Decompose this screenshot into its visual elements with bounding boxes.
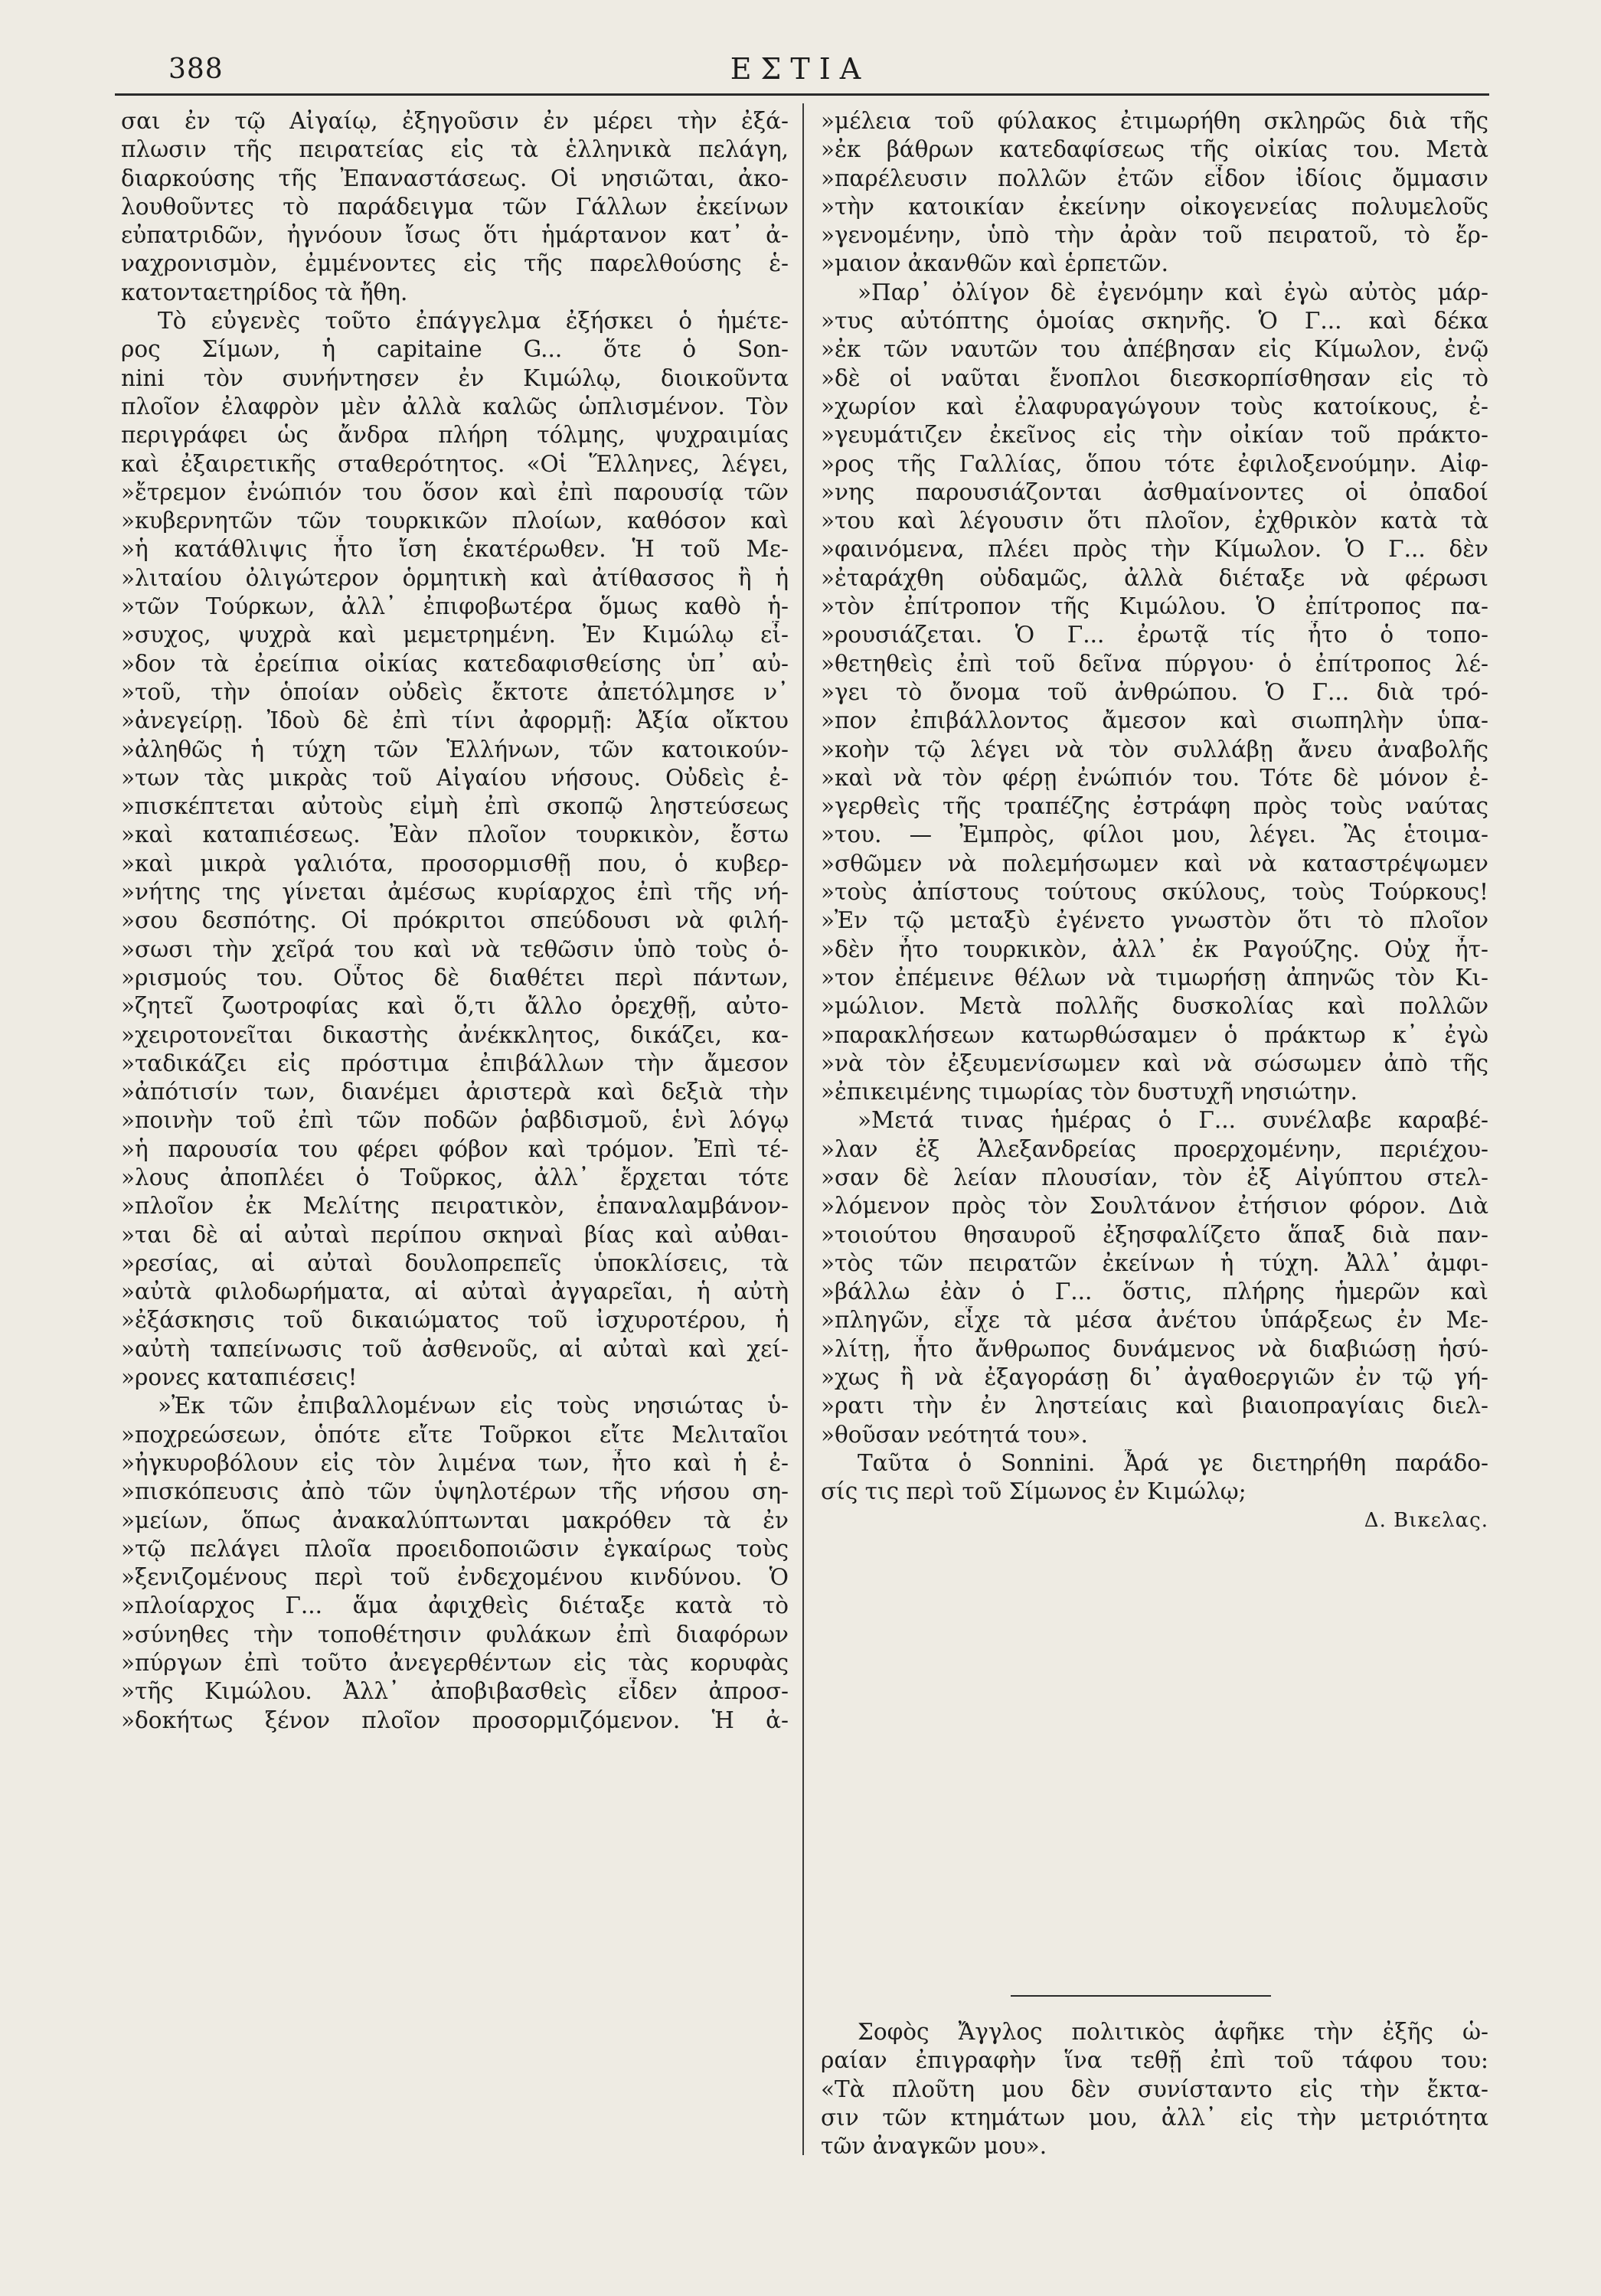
text-line: »τὸν ἐπίτροπον τῆς Κιμώλου. Ὁ ἐπίτροπος πα- (821, 593, 1488, 620)
text-line: »αὐτὰ φιλοδωρήματα, αἱ αὐταὶ ἀγγαρεῖαι, ἡ αὐτὴ (121, 1279, 789, 1305)
text-line: »βάλλω ἐὰν ὁ Γ... ὅστις, πλήρης ἡμερῶν καὶ (821, 1279, 1488, 1305)
text-line: »ποινὴν τοῦ ἐπὶ τῶν ποδῶν ῥαβδισμοῦ, ἑνὶ λόγῳ (121, 1107, 789, 1134)
text-line: »ἐταράχθη οὐδαμῶς, ἀλλὰ διέταξε νὰ φέρωσι (821, 564, 1488, 591)
text-line: »ζητεῖ ζωοτροφίας καὶ ὅ,τι ἄλλο ὀρεχθῇ, αὐτο- (121, 993, 789, 1020)
text-line: »ἡ παρουσία του φέρει φόβον καὶ τρόμον. Ἐπὶ τέ- (121, 1135, 789, 1162)
section-separator-rule (1011, 1995, 1271, 1997)
text-line: εὐπατριδῶν, ἠγνόουν ἴσως ὅτι ἡμάρτανον κατ᾽ ἀ- (121, 222, 789, 249)
text-line: σαι ἐν τῷ Αἰγαίῳ, ἐξηγοῦσιν ἐν μέρει τὴν ἐξά- (121, 108, 789, 134)
text-line: »τῶν Τούρκων, ἀλλ᾽ ἐπιφοβωτέρα ὅμως καθὸ ἡ- (121, 593, 789, 620)
text-line: ναχρονισμὸν, ἐμμένοντες εἰς τῆς παρελθούσης ἑ- (121, 250, 789, 277)
text-line: »τυς αὐτόπτης ὁμοίας σκηνῆς. Ὁ Γ... καὶ δέκα (821, 308, 1488, 335)
text-line: »σου δεσπότης. Οἱ πρόκριτοι σπεύδουσι νὰ φιλή- (121, 907, 789, 934)
text-line: »γευμάτιζεν ἐκεῖνος εἰς τὴν οἰκίαν τοῦ πράκτο- (821, 422, 1488, 449)
text-line: »νήτης της γίνεται ἀμέσως κυρίαρχος ἐπὶ τῆς νή- (121, 879, 789, 906)
text-line: »ται δὲ αἱ αὐταὶ περίπου σκηναὶ βίας καὶ αὐθαι- (121, 1221, 789, 1248)
text-line: »ρεσίας, αἱ αὐταὶ δουλοπρεπεῖς ὑποκλίσεις, τὰ (121, 1249, 789, 1276)
text-line: »τον ἐπέμεινε θέλων νὰ τιμωρήσῃ ἀπηνῶς τὸν Κι- (821, 964, 1488, 991)
text-line: »ρονες καταπιέσεις! (121, 1364, 358, 1391)
text-line: »θετηθεὶς ἐπὶ τοῦ δεῖνα πύργου· ὁ ἐπίτροπος λέ- (821, 650, 1488, 677)
text-line: »Μετά τινας ἡμέρας ὁ Γ... συνέλαβε καραβέ- (858, 1107, 1488, 1134)
text-line: »χως ἢ νὰ ἐξαγοράσῃ δι᾽ ἀγαθοεργιῶν ἐν τῷ γή- (821, 1364, 1488, 1391)
author-signature: Δ. Βικελας. (1364, 1508, 1488, 1532)
text-line: λουθοῦντες τὸ παράδειγμα τῶν Γάλλων ἐκείνων (121, 193, 789, 220)
text-line: »τὸς τῶν πειρατῶν ἐκείνων ἡ τύχη. Ἀλλ᾽ ἀμφι- (821, 1249, 1488, 1276)
text-line: »σαν δὲ λείαν πλουσίαν, τὸν ἐξ Αἰγύπτου στελ- (821, 1164, 1488, 1190)
text-line: »κυβερνητῶν τῶν τουρκικῶν πλοίων, καθόσον καὶ (121, 508, 789, 534)
text-line: »καὶ νὰ τὸν φέρῃ ἐνώπιόν του. Τότε δὲ μόνον ἐ- (821, 764, 1488, 791)
text-line: διαρκούσης τῆς Ἐπαναστάσεως. Οἱ νησιῶται, ἀκο- (121, 165, 789, 191)
running-title: ΕΣΤΙΑ (730, 52, 871, 86)
text-line: ρος Σίμων, ἡ capitaine G... ὅτε ὁ Son- (121, 336, 789, 363)
text-line: »των τὰς μικρὰς τοῦ Αἰγαίου νήσους. Οὐδεὶς ἐ- (121, 764, 789, 791)
text-line: »τοιούτου θησαυροῦ ἐξησφαλίζετο ἅπαξ διὰ παν- (821, 1221, 1488, 1248)
text-line: »λόμενον πρὸς τὸν Σουλτάνον ἐτήσιον φόρον. Διὰ (821, 1193, 1488, 1220)
text-line: »πλοίαρχος Γ... ἅμα ἀφιχθεὶς διέταξε κατὰ τὸ (121, 1592, 789, 1619)
text-line: τῶν ἀναγκῶν μου». (821, 2133, 1047, 2160)
text-line: »ρισμούς του. Οὗτος δὲ διαθέτει περὶ πάντων, (121, 964, 789, 991)
text-line: »χειροτονεῖται δικαστὴς ἀνέκκλητος, δικάζει, κα- (121, 1021, 789, 1048)
text-line: Τὸ εὐγενὲς τοῦτο ἐπάγγελμα ἐξήσκει ὁ ἡμέτε- (158, 308, 789, 335)
text-line: »τοὺς ἀπίστους τούτους σκύλους, τοὺς Τούρκους! (821, 879, 1488, 906)
text-line: »ἀνεγείρῃ. Ἰδοὺ δὲ ἐπὶ τίνι ἀφορμῇ: Ἀξία οἴκτου (121, 707, 789, 734)
text-line: »πισκέπτεται αὐτοὺς εἰμὴ ἐπὶ σκοπῷ ληστεύσεως (121, 793, 789, 820)
text-line: »ρος τῆς Γαλλίας, ὅπου τότε ἐφιλοξενούμην. Αἰφ- (821, 450, 1488, 477)
text-line: »ἐξάσκησις τοῦ δικαιώματος τοῦ ἰσχυροτέρου, ἡ (121, 1307, 789, 1334)
text-line: »καὶ καταπιέσεως. Ἐὰν πλοῖον τουρκικὸν, ἔστω (121, 821, 789, 848)
text-line: »ἠγκυροβόλουν εἰς τὸν λιμένα των, ἦτο καὶ ἡ ἐ- (121, 1449, 789, 1476)
text-line: Σοφὸς Ἄγγλος πολιτικὸς ἀφῆκε τὴν ἐξῆς ὡ- (858, 2019, 1488, 2045)
text-line: »ἀπότισίν των, διανέμει ἀριστερὰ καὶ δεξιὰ τὴν (121, 1079, 789, 1106)
text-line: »τῆς Κιμώλου. Ἀλλ᾽ ἀποβιβασθεὶς εἶδεν ἀπροσ- (121, 1678, 789, 1705)
text-line: »θοῦσαν νεότητά του». (821, 1421, 1088, 1448)
text-line: »Παρ᾽ ὀλίγον δὲ ἐγενόμην καὶ ἐγὼ αὐτὸς μάρ- (858, 279, 1488, 305)
left-column (121, 107, 789, 1735)
text-line: »τῷ πελάγει πλοῖα προειδοποιῶσιν ἐγκαίρως τοὺς (121, 1535, 789, 1562)
page-header (115, 44, 1485, 98)
text-line: »ἔτρεμον ἐνώπιόν του ὅσον καὶ ἐπὶ παρουσίᾳ τῶν (121, 478, 789, 505)
text-line: »ἡ κατάθλιψις ἦτο ἴση ἑκατέρωθεν. Ἡ τοῦ Με- (121, 536, 789, 563)
text-line: περιγράφει ὡς ἄνδρα πλήρη τόλμης, ψυχραιμίας (121, 422, 789, 449)
text-line: »λίτῃ, ἦτο ἄνθρωπος δυνάμενος νὰ διαβιώσῃ ἡσύ- (821, 1335, 1488, 1362)
text-line: »παρέλευσιν πολλῶν ἐτῶν εἶδον ἰδίοις ὄμμασιν (821, 165, 1488, 191)
text-line: καὶ ἐξαιρετικῆς σταθερότητος. «Οἱ Ἕλληνες, λέγει, (121, 450, 789, 477)
header-rule (115, 93, 1489, 96)
text-line: ραίαν ἐπιγραφὴν ἵνα τεθῇ ἐπὶ τοῦ τάφου του: (821, 2047, 1488, 2074)
text-line: »γερθεὶς τῆς τραπέζης ἐστράφη πρὸς τοὺς ναύτας (821, 793, 1488, 820)
text-line: »κοὴν τῷ λέγει νὰ τὸν συλλάβῃ ἄνευ ἀναβολῆς (821, 736, 1488, 763)
text-line: »σωσι τὴν χεῖρά του καὶ νὰ τεθῶσιν ὑπὸ τοὺς ὁ- (121, 936, 789, 962)
epigram-paragraph (821, 2018, 1488, 2160)
text-line: »δοκήτως ξένον πλοῖον προσορμιζόμενον. Ἡ ἀ- (121, 1706, 789, 1733)
text-line: »ποχρεώσεων, ὁπότε εἴτε Τοῦρκοι εἴτε Μελιταῖοι (121, 1421, 789, 1448)
text-line: »ρατι τὴν ἐν ληστείαις καὶ βιαιοπραγίαις διελ- (821, 1393, 1488, 1419)
text-line: σιν τῶν κτημάτων μου, ἀλλ᾽ εἰς τὴν μετριότητα (821, 2104, 1488, 2131)
text-line: κατονταετηρίδος τὰ ἤθη. (121, 279, 408, 305)
text-line: »αὐτὴ ταπείνωσις τοῦ ἀσθενοῦς, αἱ αὐταὶ καὶ χεί- (121, 1335, 789, 1362)
text-line: »πληγῶν, εἶχε τὰ μέσα ἀνέτου ὑπάρξεως ἐν Με- (821, 1307, 1488, 1334)
text-line: πλοῖον ἐλαφρὸν μὲν ἀλλὰ καλῶς ὡπλισμένον. Τὸν (121, 393, 789, 420)
text-line: »λαν ἐξ Ἀλεξανδρείας προερχομένην, περιέχου- (821, 1135, 1488, 1162)
text-line: »ρουσιάζεται. Ὁ Γ... ἐρωτᾷ τίς ἦτο ὁ τοπο- (821, 622, 1488, 648)
text-line: »πισκόπευσις ἀπὸ τῶν ὑψηλοτέρων τῆς νήσου ση- (121, 1478, 789, 1505)
column-divider (802, 103, 804, 2155)
page-number: 388 (168, 54, 224, 85)
text-line: »μαιον ἀκανθῶν καὶ ἑρπετῶν. (821, 250, 1168, 277)
text-line: »ταδικάζει εἰς πρόστιμα ἐπιβάλλων τὴν ἄμεσον (121, 1050, 789, 1076)
text-line: »του καὶ λέγουσιν ὅτι πλοῖον, ἐχθρικὸν κατὰ τὰ (821, 508, 1488, 534)
text-line: »τὴν κατοικίαν ἐκείνην οἰκογενείας πολυμελοῦς (821, 193, 1488, 220)
text-line: »γενομένην, ὑπὸ τὴν ἀρὰν τοῦ πειρατοῦ, τὸ ἔρ- (821, 222, 1488, 249)
text-line: πλωσιν τῆς πειρατείας εἰς τὰ ἑλληνικὰ πελάγη, (121, 136, 789, 163)
text-line: nini τὸν συνήντησεν ἐν Κιμώλῳ, διοικοῦντα (121, 364, 789, 391)
text-line: »λους ἀποπλέει ὁ Τοῦρκος, ἀλλ᾽ ἔρχεται τότε (121, 1164, 789, 1190)
text-line: »φαινόμενα, πλέει πρὸς τὴν Κίμωλον. Ὁ Γ... δὲν (821, 536, 1488, 563)
text-line: »μέλεια τοῦ φύλακος ἐτιμωρήθη σκληρῶς διὰ τῆς (821, 108, 1488, 134)
text-line: »γει τὸ ὄνομα τοῦ ἀνθρώπου. Ὁ Γ... διὰ τρό- (821, 678, 1488, 705)
text-line: »μείων, ὅπως ἀνακαλύπτωνται μακρόθεν τὰ ἐν (121, 1507, 789, 1533)
text-line: »ἀληθῶς ἡ τύχη τῶν Ἑλλήνων, τῶν κατοικούν- (121, 736, 789, 763)
text-line: Ταῦτα ὁ Sonnini. Ἆρά γε διετηρήθη παράδο- (858, 1449, 1488, 1476)
text-line: »παρακλήσεων κατωρθώσαμεν ὁ πράκτωρ κ᾽ ἐγὼ (821, 1021, 1488, 1048)
text-line: »πλοῖον ἐκ Μελίτης πειρατικὸν, ἐπαναλαμβάνον- (121, 1193, 789, 1220)
text-line: »ἐκ βάθρων κατεδαφίσεως τῆς οἰκίας του. Μετὰ (821, 136, 1488, 163)
text-line: »μώλιον. Μετὰ πολλῆς δυσκολίας καὶ πολλῶν (821, 993, 1488, 1020)
text-line: »σθῶμεν νὰ πολεμήσωμεν καὶ νὰ καταστρέψωμεν (821, 850, 1488, 877)
right-column (821, 107, 1488, 1535)
text-line: »ἐπικειμένης τιμωρίας τὸν δυστυχῆ νησιώτην. (821, 1079, 1358, 1106)
text-line: »πον ἐπιβάλλοντος ἄμεσον καὶ σιωπηλὴν ὑπα- (821, 707, 1488, 734)
text-line: »σύνηθες τὴν τοποθέτησιν φυλάκων ἐπὶ διαφόρων (121, 1621, 789, 1648)
text-line: »τοῦ, τὴν ὁποίαν οὐδεὶς ἔκτοτε ἀπετόλμησε ν᾽ (121, 678, 789, 705)
text-line: «Τὰ πλοῦτη μου δὲν συνίσταντο εἰς τὴν ἔκτα- (821, 2076, 1488, 2102)
text-line: »πύργων ἐπὶ τοῦτο ἀνεγερθέντων εἰς τὰς κορυφὰς (121, 1650, 789, 1677)
text-line: »δὲ οἱ ναῦται ἔνοπλοι διεσκορπίσθησαν εἰς τὸ (821, 364, 1488, 391)
text-line: »δὲν ἦτο τουρκικὸν, ἀλλ᾽ ἐκ Ραγούζης. Οὐχ ἦτ- (821, 936, 1488, 962)
text-line: σίς τις περὶ τοῦ Σίμωνος ἐν Κιμώλῳ; (821, 1478, 1246, 1505)
text-line: »συχος, ψυχρὰ καὶ μεμετρημένη. Ἐν Κιμώλῳ εἶ- (121, 622, 789, 648)
text-line: »ἐκ τῶν ναυτῶν του ἀπέβησαν εἰς Κίμωλον, ἐνῷ (821, 336, 1488, 363)
text-line: »λιταίου ὀλιγώτερον ὁρμητικὴ καὶ ἀτίθασσος ἢ ἡ (121, 564, 789, 591)
text-line: »ξενιζομένους περὶ τοῦ ἐνδεχομένου κινδύνου. Ὁ (121, 1564, 789, 1591)
text-line: »Ἐν τῷ μεταξὺ ἐγένετο γνωστὸν ὅτι τὸ πλοῖον (821, 907, 1488, 934)
text-line: »χωρίον καὶ ἐλαφυραγώγουν τοὺς κατοίκους, ἐ- (821, 393, 1488, 420)
text-line: »νὰ τὸν ἐξευμενίσωμεν καὶ νὰ σώσωμεν ἀπὸ τῆς (821, 1050, 1488, 1076)
text-line: »καὶ μικρὰ γαλιότα, προσορμισθῇ που, ὁ κυβερ- (121, 850, 789, 877)
text-line: »Ἐκ τῶν ἐπιβαλλομένων εἰς τοὺς νησιώτας ὑ- (158, 1393, 789, 1419)
text-line: »του. — Ἐμπρὸς, φίλοι μου, λέγει. Ἂς ἑτοιμα- (821, 821, 1488, 848)
text-line: »δον τὰ ἐρείπια οἰκίας κατεδαφισθείσης ὑπ᾽ αὐ- (121, 650, 789, 677)
text-line: »νης παρουσιάζονται ἀσθμαίνοντες οἱ ὀπαδοί (821, 478, 1488, 505)
